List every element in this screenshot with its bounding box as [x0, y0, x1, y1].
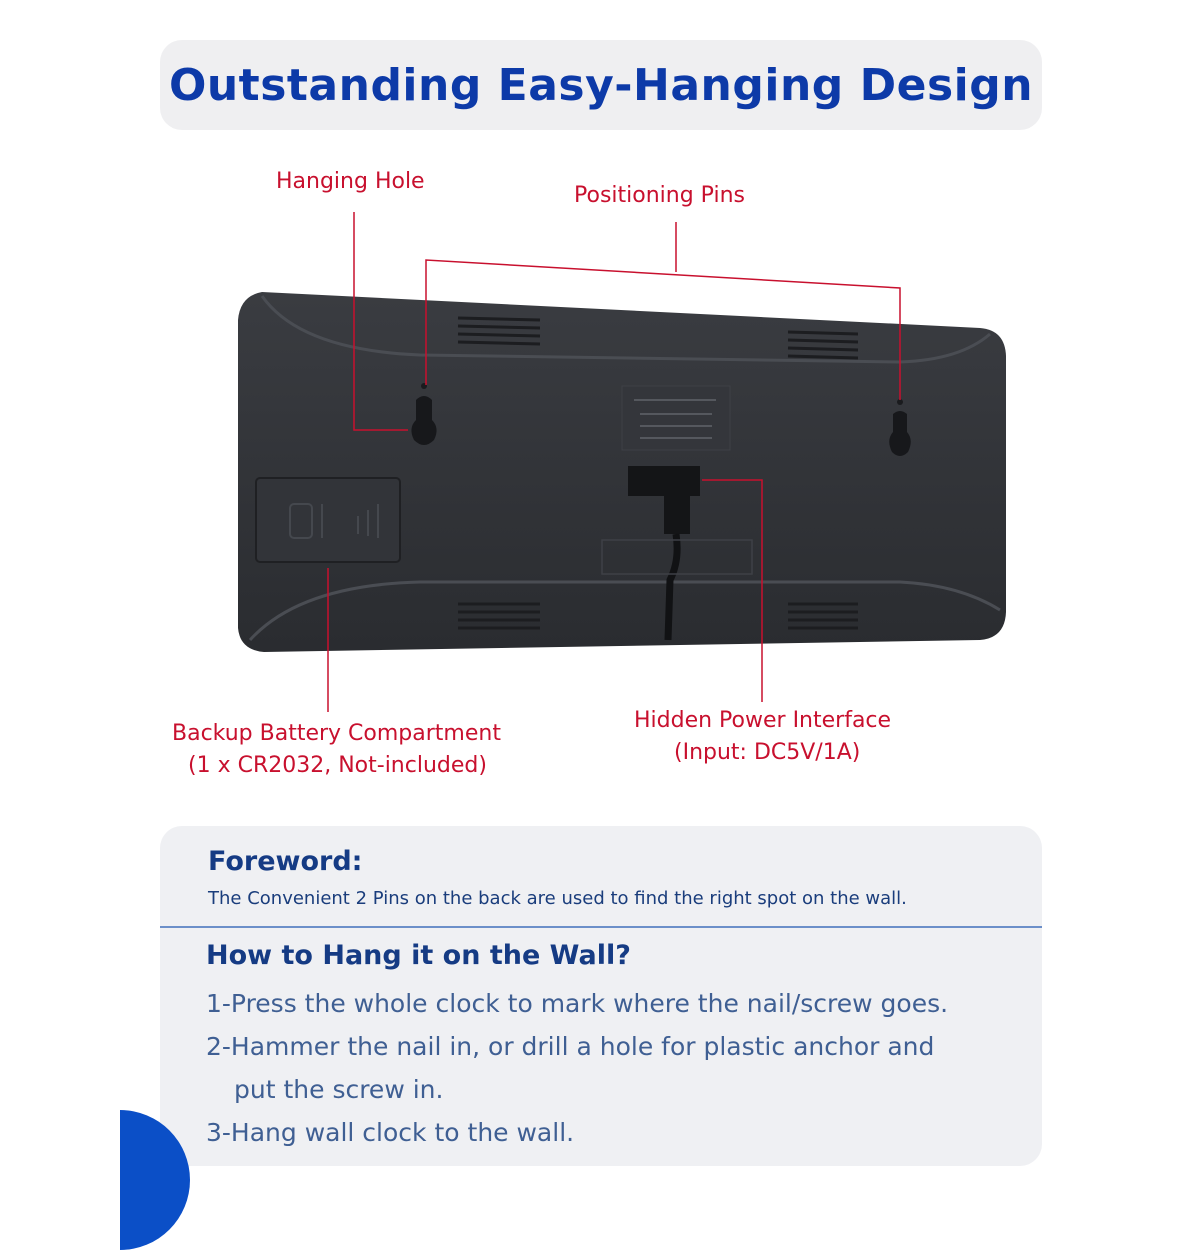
callout-positioning-pins: Positioning Pins [574, 183, 745, 208]
info-panel [160, 826, 1042, 1166]
callout-hanging-hole: Hanging Hole [276, 169, 425, 194]
step-3: 3-Hang wall clock to the wall. [206, 1118, 575, 1147]
page-title: Outstanding Easy-Hanging Design [168, 59, 1034, 111]
divider [160, 926, 1042, 928]
step-2: 2-Hammer the nail in, or drill a hole for plastic anchor and [206, 1032, 935, 1061]
steps-list [206, 982, 1026, 1154]
step-1: 1-Press the whole clock to mark where the nail/screw goes. [206, 989, 949, 1018]
callout-battery-detail: (1 x CR2032, Not-included) [188, 753, 487, 778]
power-connector [628, 466, 700, 496]
step-2-continued: put the screw in. [234, 1075, 444, 1104]
foreword-text: The Convenient 2 Pins on the back are used to find the right spot on the wall. [208, 888, 907, 909]
label-plate [622, 386, 730, 450]
callout-power-detail: (Input: DC5V/1A) [674, 740, 861, 765]
callout-battery-title: Backup Battery Compartment [172, 721, 501, 746]
howto-heading: How to Hang it on the Wall? [206, 940, 631, 971]
callout-power-title: Hidden Power Interface [634, 708, 892, 733]
foreword-heading: Foreword: [208, 846, 363, 877]
